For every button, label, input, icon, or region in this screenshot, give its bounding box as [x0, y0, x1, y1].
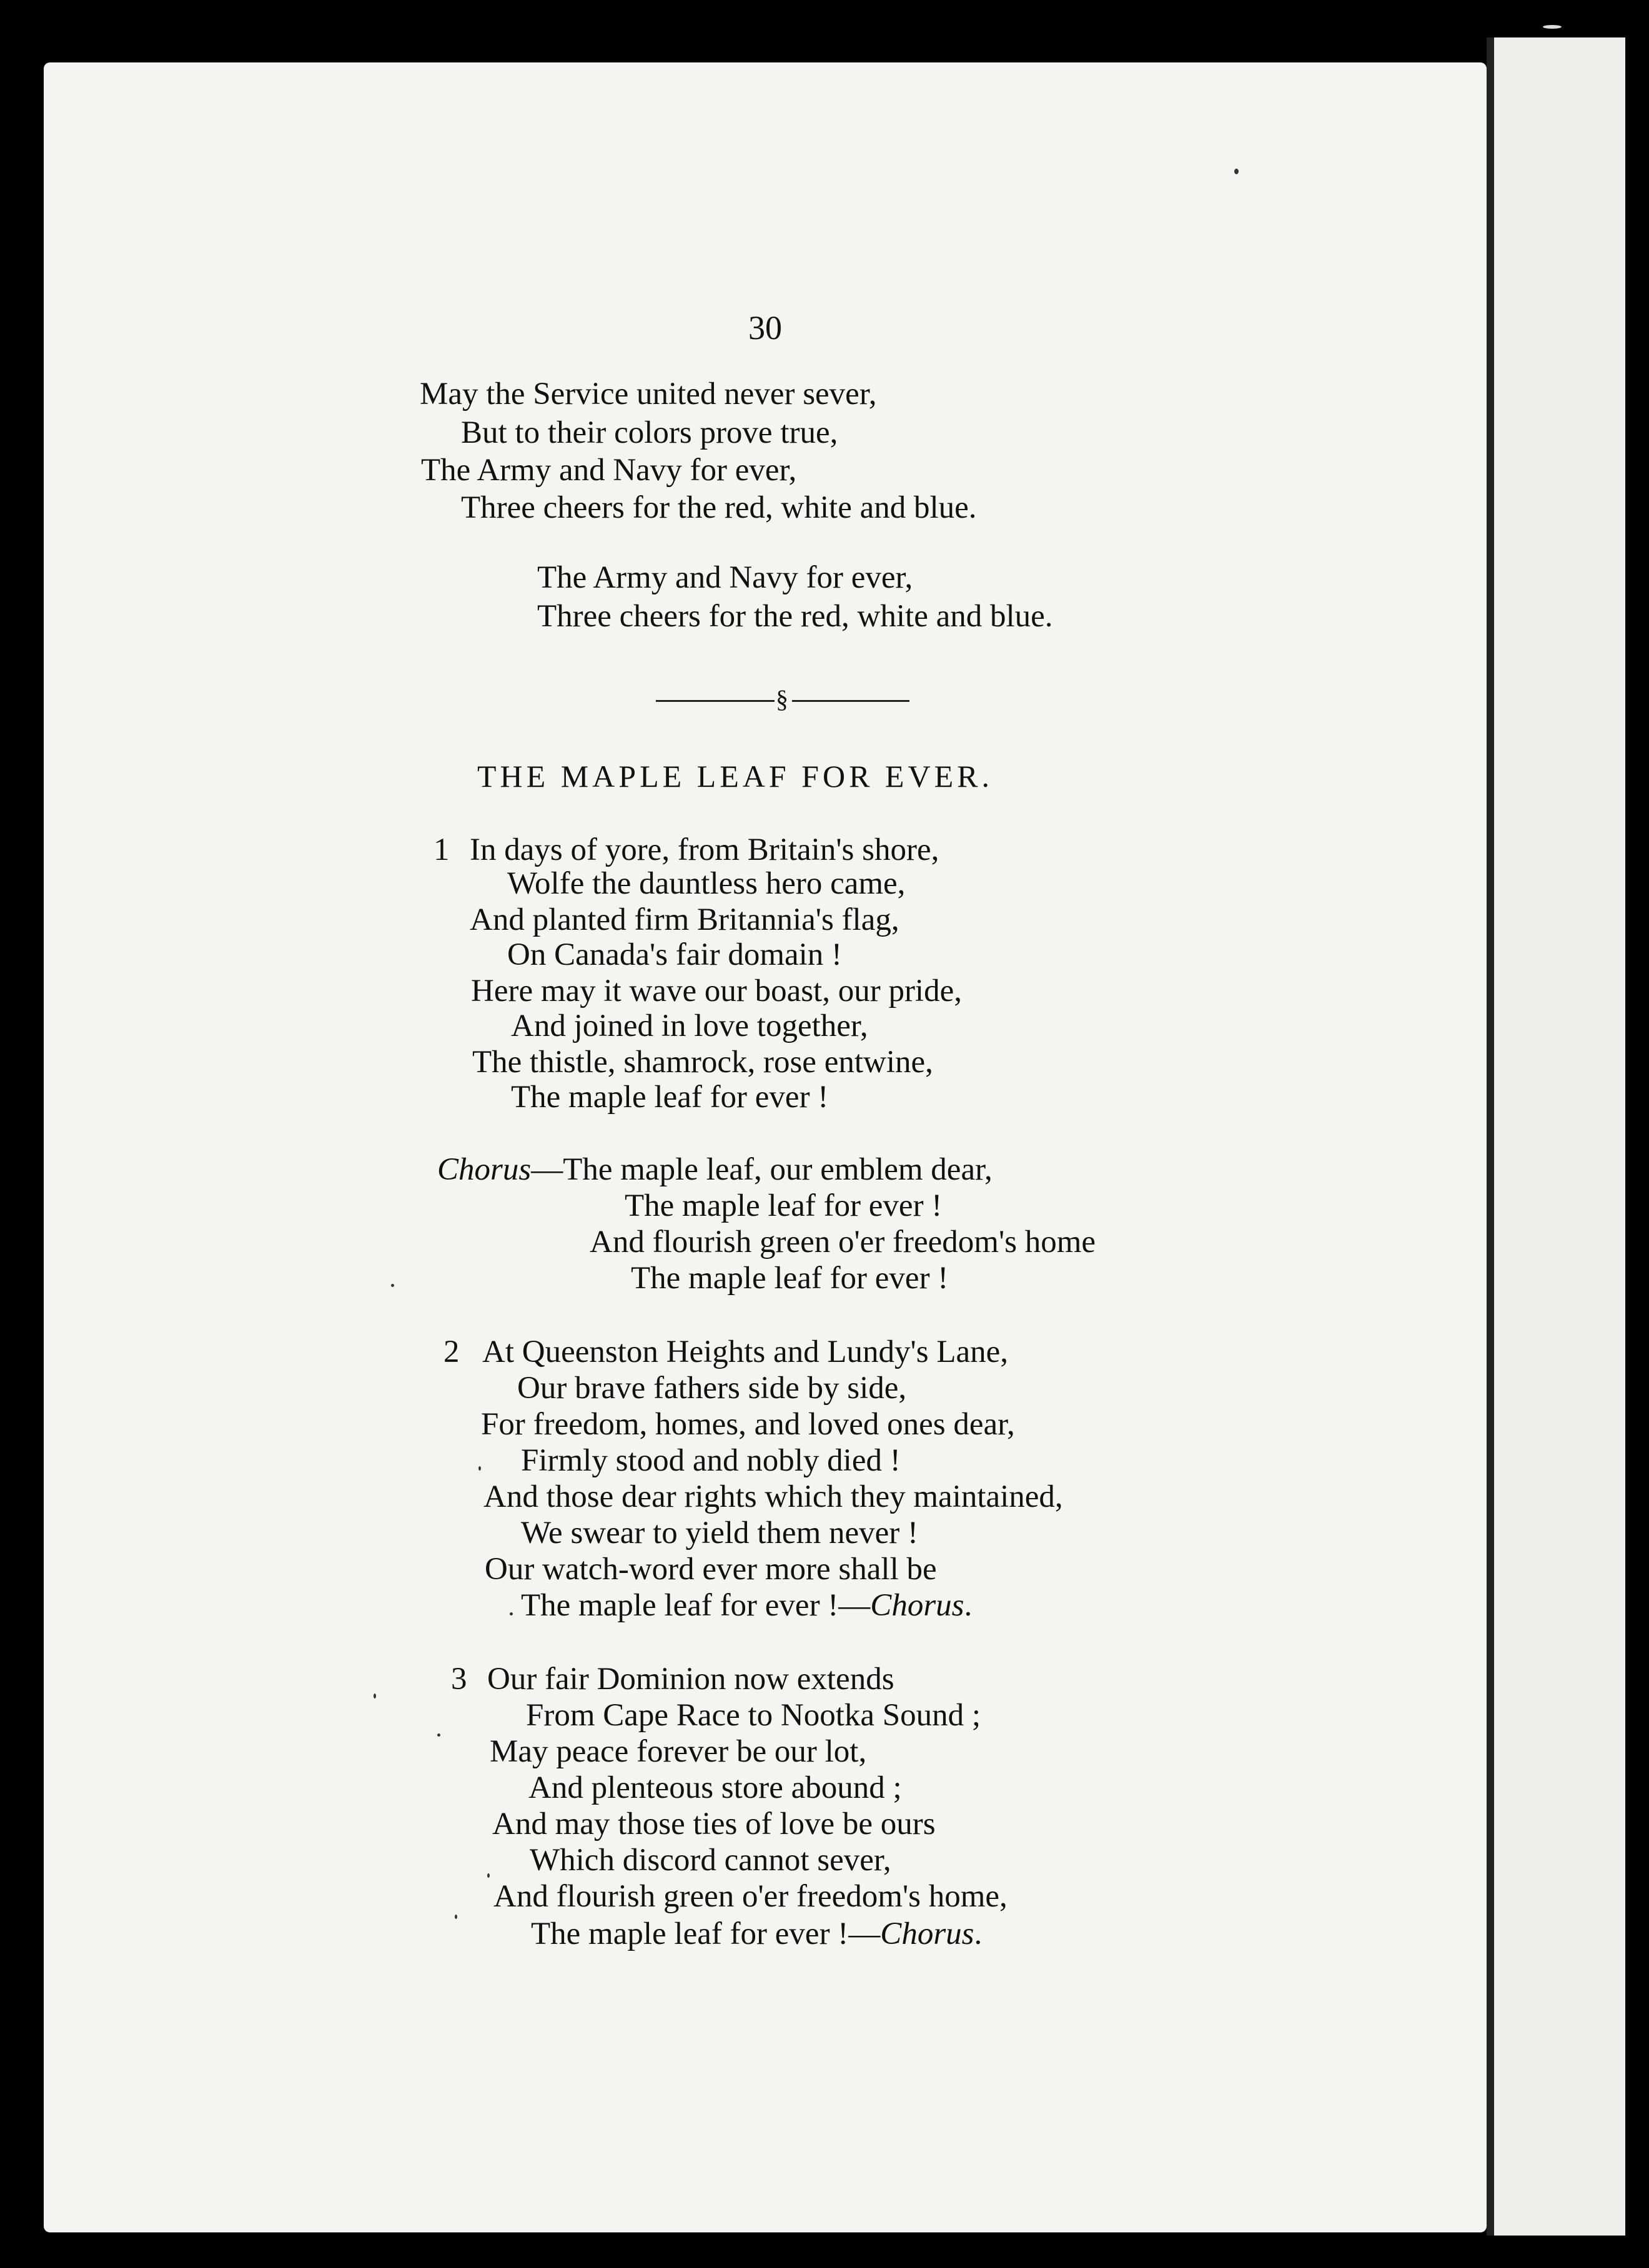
verse-line: The Army and Navy for ever,	[421, 453, 797, 488]
chorus-line: And flourish green o'er freedom's home	[590, 1225, 1096, 1260]
scan-speck	[455, 1915, 457, 1919]
section-sign: §	[776, 685, 788, 713]
verse-line: From Cape Race to Nootka Sound ;	[526, 1698, 981, 1733]
verse-line: And plenteous store abound ;	[528, 1770, 902, 1805]
verse-number: 2	[443, 1334, 460, 1369]
verse-line: At Queenston Heights and Lundy's Lane,	[482, 1334, 1009, 1369]
verse-line: For freedom, homes, and loved ones dear,	[481, 1407, 1015, 1442]
verse-line: The thistle, shamrock, rose entwine,	[472, 1045, 933, 1080]
scan-speck	[374, 1694, 376, 1699]
verse-line: And planted firm Britannia's flag,	[470, 902, 899, 937]
scan-speck	[391, 1284, 394, 1287]
verse-line: On Canada's fair domain !	[507, 937, 843, 972]
scan-speck	[510, 1612, 513, 1615]
verse-line: Our brave fathers side by side,	[517, 1371, 907, 1406]
separator-rule-left	[656, 700, 775, 702]
verse-line: Here may it wave our boast, our pride,	[471, 974, 962, 1008]
verse-line: And joined in love together,	[511, 1008, 868, 1043]
verse-line: Firmly stood and nobly died !	[521, 1443, 901, 1478]
refrain-line: Three cheers for the red, white and blue.	[537, 599, 1053, 634]
scan-speck	[437, 1733, 440, 1737]
verse-number: 3	[451, 1662, 467, 1697]
verse-line: But to their colors prove true,	[461, 415, 838, 450]
verse-line: May the Service united never sever,	[420, 377, 877, 412]
song-title: THE MAPLE LEAF FOR EVER.	[477, 759, 993, 794]
verse-line: Three cheers for the red, white and blue.	[461, 490, 977, 525]
verse-line: And may those ties of love be ours	[492, 1807, 936, 1842]
verse-line: The maple leaf for ever !	[511, 1080, 829, 1115]
chorus-line: Chorus—The maple leaf, our emblem dear,	[437, 1152, 993, 1187]
verse-line: In days of yore, from Britain's shore,	[470, 832, 939, 867]
scan-speck	[478, 1466, 481, 1471]
chorus-line: The maple leaf for ever !	[631, 1261, 949, 1296]
verse-line: The maple leaf for ever !—Chorus.	[521, 1588, 973, 1623]
chorus-reference: Chorus	[870, 1588, 964, 1623]
scan-speck	[487, 1873, 490, 1878]
verse-line: We swear to yield them never !	[521, 1516, 918, 1551]
verse-line: The maple leaf for ever !—Chorus.	[531, 1916, 983, 1951]
chorus-reference: Chorus	[880, 1916, 974, 1951]
verse-line: Which discord cannot sever,	[530, 1843, 891, 1878]
verse-number: 1	[433, 832, 450, 867]
verse-line: Our watch-word ever more shall be	[485, 1552, 937, 1587]
verse-line: And those dear rights which they maintained,	[483, 1479, 1063, 1514]
facing-page-edge	[1494, 37, 1625, 2236]
chorus-label: Chorus	[437, 1152, 532, 1187]
scan-speck	[1543, 25, 1562, 29]
verse-line: May peace forever be our lot,	[490, 1734, 867, 1769]
verse-line: Our fair Dominion now extends	[487, 1662, 894, 1697]
verse-line: And flourish green o'er freedom's home,	[493, 1879, 1008, 1914]
separator-rule-right	[792, 700, 909, 702]
chorus-line: The maple leaf for ever !	[625, 1188, 943, 1223]
scan-speck	[1234, 169, 1239, 174]
page-number: 30	[748, 309, 782, 347]
refrain-line: The Army and Navy for ever,	[537, 560, 913, 595]
verse-line: Wolfe the dauntless hero came,	[507, 866, 906, 901]
